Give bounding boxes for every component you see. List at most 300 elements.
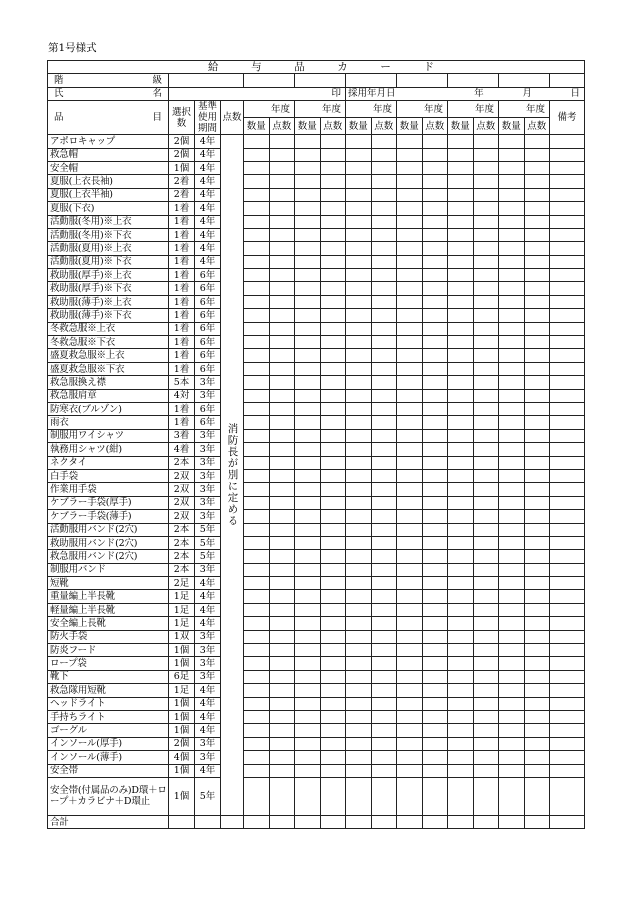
entry-cell[interactable] xyxy=(346,202,372,215)
entry-cell[interactable] xyxy=(422,269,448,282)
entry-cell[interactable] xyxy=(397,376,423,389)
entry-cell[interactable] xyxy=(499,737,525,750)
entry-cell[interactable] xyxy=(499,376,525,389)
entry-cell[interactable] xyxy=(320,751,346,764)
entry-cell[interactable] xyxy=(473,376,499,389)
entry-cell[interactable] xyxy=(422,469,448,482)
entry-cell[interactable] xyxy=(473,309,499,322)
entry-cell[interactable] xyxy=(448,376,474,389)
entry-cell[interactable] xyxy=(269,630,295,643)
entry-cell[interactable] xyxy=(397,710,423,723)
entry-cell[interactable] xyxy=(346,269,372,282)
entry-cell[interactable] xyxy=(422,670,448,683)
entry-cell[interactable] xyxy=(269,751,295,764)
entry-cell[interactable] xyxy=(473,188,499,201)
remarks-cell[interactable] xyxy=(550,550,585,563)
entry-cell[interactable] xyxy=(499,777,525,815)
entry-cell[interactable] xyxy=(371,215,397,228)
entry-cell[interactable] xyxy=(346,295,372,308)
entry-cell[interactable] xyxy=(346,737,372,750)
entry-cell[interactable] xyxy=(295,777,321,815)
entry-cell[interactable] xyxy=(269,724,295,737)
entry-cell[interactable] xyxy=(244,402,270,415)
entry-cell[interactable] xyxy=(320,416,346,429)
entry-cell[interactable] xyxy=(448,295,474,308)
entry-cell[interactable] xyxy=(422,510,448,523)
entry-cell[interactable] xyxy=(397,496,423,509)
entry-cell[interactable] xyxy=(473,751,499,764)
fiscal-year-header[interactable]: 年度 xyxy=(499,101,550,118)
entry-cell[interactable] xyxy=(295,697,321,710)
entry-cell[interactable] xyxy=(524,670,550,683)
entry-cell[interactable] xyxy=(422,295,448,308)
remarks-cell[interactable] xyxy=(550,362,585,375)
remarks-cell[interactable] xyxy=(550,416,585,429)
entry-cell[interactable] xyxy=(320,389,346,402)
entry-cell[interactable] xyxy=(473,416,499,429)
entry-cell[interactable] xyxy=(422,777,448,815)
rank-value[interactable] xyxy=(550,74,585,87)
entry-cell[interactable] xyxy=(422,215,448,228)
entry-cell[interactable] xyxy=(448,188,474,201)
entry-cell[interactable] xyxy=(244,416,270,429)
entry-cell[interactable] xyxy=(448,349,474,362)
entry-cell[interactable] xyxy=(269,135,295,148)
entry-cell[interactable] xyxy=(371,536,397,549)
entry-cell[interactable] xyxy=(346,376,372,389)
entry-cell[interactable] xyxy=(397,416,423,429)
entry-cell[interactable] xyxy=(422,255,448,268)
entry-cell[interactable] xyxy=(295,175,321,188)
entry-cell[interactable] xyxy=(524,590,550,603)
entry-cell[interactable] xyxy=(499,215,525,228)
entry-cell[interactable] xyxy=(524,255,550,268)
entry-cell[interactable] xyxy=(346,670,372,683)
entry-cell[interactable] xyxy=(244,228,270,241)
entry-cell[interactable] xyxy=(320,536,346,549)
entry-cell[interactable] xyxy=(371,322,397,335)
entry-cell[interactable] xyxy=(269,188,295,201)
entry-cell[interactable] xyxy=(320,523,346,536)
entry-cell[interactable] xyxy=(320,617,346,630)
entry-cell[interactable] xyxy=(448,429,474,442)
entry-cell[interactable] xyxy=(320,429,346,442)
entry-cell[interactable] xyxy=(499,523,525,536)
entry-cell[interactable] xyxy=(473,697,499,710)
entry-cell[interactable] xyxy=(524,443,550,456)
entry-cell[interactable] xyxy=(320,282,346,295)
entry-cell[interactable] xyxy=(244,202,270,215)
entry-cell[interactable] xyxy=(448,483,474,496)
entry-cell[interactable] xyxy=(346,751,372,764)
entry-cell[interactable] xyxy=(448,175,474,188)
entry-cell[interactable] xyxy=(371,590,397,603)
entry-cell[interactable] xyxy=(397,148,423,161)
entry-cell[interactable] xyxy=(422,242,448,255)
entry-cell[interactable] xyxy=(244,322,270,335)
entry-cell[interactable] xyxy=(320,269,346,282)
remarks-cell[interactable] xyxy=(550,135,585,148)
entry-cell[interactable] xyxy=(448,202,474,215)
entry-cell[interactable] xyxy=(371,657,397,670)
entry-cell[interactable] xyxy=(397,684,423,697)
entry-cell[interactable] xyxy=(371,496,397,509)
entry-cell[interactable] xyxy=(371,550,397,563)
entry-cell[interactable] xyxy=(473,255,499,268)
entry-cell[interactable] xyxy=(524,523,550,536)
entry-cell[interactable] xyxy=(320,242,346,255)
entry-cell[interactable] xyxy=(499,135,525,148)
entry-cell[interactable] xyxy=(422,202,448,215)
total-cell[interactable] xyxy=(524,815,550,828)
entry-cell[interactable] xyxy=(269,590,295,603)
entry-cell[interactable] xyxy=(524,349,550,362)
entry-cell[interactable] xyxy=(422,389,448,402)
entry-cell[interactable] xyxy=(397,309,423,322)
entry-cell[interactable] xyxy=(397,295,423,308)
entry-cell[interactable] xyxy=(524,336,550,349)
entry-cell[interactable] xyxy=(244,336,270,349)
entry-cell[interactable] xyxy=(473,737,499,750)
entry-cell[interactable] xyxy=(244,764,270,777)
entry-cell[interactable] xyxy=(295,456,321,469)
remarks-cell[interactable] xyxy=(550,202,585,215)
entry-cell[interactable] xyxy=(448,684,474,697)
entry-cell[interactable] xyxy=(524,269,550,282)
entry-cell[interactable] xyxy=(499,617,525,630)
entry-cell[interactable] xyxy=(295,228,321,241)
entry-cell[interactable] xyxy=(499,510,525,523)
remarks-cell[interactable] xyxy=(550,536,585,549)
entry-cell[interactable] xyxy=(269,282,295,295)
entry-cell[interactable] xyxy=(320,202,346,215)
entry-cell[interactable] xyxy=(473,563,499,576)
entry-cell[interactable] xyxy=(371,228,397,241)
entry-cell[interactable] xyxy=(397,175,423,188)
entry-cell[interactable] xyxy=(397,402,423,415)
entry-cell[interactable] xyxy=(295,349,321,362)
entry-cell[interactable] xyxy=(422,456,448,469)
entry-cell[interactable] xyxy=(295,188,321,201)
entry-cell[interactable] xyxy=(422,563,448,576)
total-cell[interactable] xyxy=(448,815,474,828)
entry-cell[interactable] xyxy=(320,336,346,349)
entry-cell[interactable] xyxy=(346,309,372,322)
entry-cell[interactable] xyxy=(244,710,270,723)
entry-cell[interactable] xyxy=(448,469,474,482)
entry-cell[interactable] xyxy=(295,362,321,375)
entry-cell[interactable] xyxy=(244,550,270,563)
entry-cell[interactable] xyxy=(473,710,499,723)
entry-cell[interactable] xyxy=(244,510,270,523)
entry-cell[interactable] xyxy=(320,148,346,161)
entry-cell[interactable] xyxy=(473,483,499,496)
remarks-cell[interactable] xyxy=(550,242,585,255)
entry-cell[interactable] xyxy=(269,737,295,750)
remarks-cell[interactable] xyxy=(550,228,585,241)
remarks-cell[interactable] xyxy=(550,603,585,616)
entry-cell[interactable] xyxy=(524,135,550,148)
remarks-cell[interactable] xyxy=(550,590,585,603)
entry-cell[interactable] xyxy=(371,161,397,174)
entry-cell[interactable] xyxy=(295,603,321,616)
entry-cell[interactable] xyxy=(448,751,474,764)
entry-cell[interactable] xyxy=(320,228,346,241)
entry-cell[interactable] xyxy=(524,402,550,415)
entry-cell[interactable] xyxy=(269,161,295,174)
entry-cell[interactable] xyxy=(320,215,346,228)
entry-cell[interactable] xyxy=(346,617,372,630)
entry-cell[interactable] xyxy=(295,536,321,549)
entry-cell[interactable] xyxy=(244,496,270,509)
entry-cell[interactable] xyxy=(371,188,397,201)
entry-cell[interactable] xyxy=(371,416,397,429)
remarks-cell[interactable] xyxy=(550,697,585,710)
entry-cell[interactable] xyxy=(422,523,448,536)
remarks-cell[interactable] xyxy=(550,670,585,683)
entry-cell[interactable] xyxy=(244,724,270,737)
entry-cell[interactable] xyxy=(397,188,423,201)
entry-cell[interactable] xyxy=(244,590,270,603)
entry-cell[interactable] xyxy=(524,697,550,710)
entry-cell[interactable] xyxy=(295,269,321,282)
entry-cell[interactable] xyxy=(244,269,270,282)
entry-cell[interactable] xyxy=(397,215,423,228)
rank-value[interactable] xyxy=(169,74,244,87)
remarks-cell[interactable] xyxy=(550,376,585,389)
entry-cell[interactable] xyxy=(422,161,448,174)
entry-cell[interactable] xyxy=(244,362,270,375)
entry-cell[interactable] xyxy=(295,510,321,523)
entry-cell[interactable] xyxy=(346,135,372,148)
entry-cell[interactable] xyxy=(320,777,346,815)
entry-cell[interactable] xyxy=(448,362,474,375)
entry-cell[interactable] xyxy=(295,148,321,161)
entry-cell[interactable] xyxy=(499,443,525,456)
entry-cell[interactable] xyxy=(524,577,550,590)
entry-cell[interactable] xyxy=(448,523,474,536)
entry-cell[interactable] xyxy=(397,242,423,255)
entry-cell[interactable] xyxy=(346,710,372,723)
entry-cell[interactable] xyxy=(397,737,423,750)
entry-cell[interactable] xyxy=(244,697,270,710)
entry-cell[interactable] xyxy=(499,496,525,509)
entry-cell[interactable] xyxy=(448,764,474,777)
entry-cell[interactable] xyxy=(448,269,474,282)
total-cell[interactable] xyxy=(221,815,244,828)
entry-cell[interactable] xyxy=(295,295,321,308)
entry-cell[interactable] xyxy=(473,322,499,335)
entry-cell[interactable] xyxy=(448,777,474,815)
entry-cell[interactable] xyxy=(397,336,423,349)
fiscal-year-header[interactable]: 年度 xyxy=(448,101,499,118)
entry-cell[interactable] xyxy=(371,724,397,737)
entry-cell[interactable] xyxy=(499,148,525,161)
entry-cell[interactable] xyxy=(295,202,321,215)
entry-cell[interactable] xyxy=(422,603,448,616)
entry-cell[interactable] xyxy=(524,202,550,215)
entry-cell[interactable] xyxy=(371,563,397,576)
entry-cell[interactable] xyxy=(422,402,448,415)
entry-cell[interactable] xyxy=(499,724,525,737)
entry-cell[interactable] xyxy=(371,603,397,616)
entry-cell[interactable] xyxy=(244,282,270,295)
total-cell[interactable] xyxy=(195,815,221,828)
entry-cell[interactable] xyxy=(499,416,525,429)
remarks-cell[interactable] xyxy=(550,188,585,201)
total-cell[interactable] xyxy=(550,815,585,828)
entry-cell[interactable] xyxy=(422,282,448,295)
entry-cell[interactable] xyxy=(397,456,423,469)
entry-cell[interactable] xyxy=(244,644,270,657)
entry-cell[interactable] xyxy=(320,376,346,389)
entry-cell[interactable] xyxy=(422,630,448,643)
entry-cell[interactable] xyxy=(422,751,448,764)
entry-cell[interactable] xyxy=(524,563,550,576)
entry-cell[interactable] xyxy=(473,202,499,215)
entry-cell[interactable] xyxy=(499,188,525,201)
remarks-cell[interactable] xyxy=(550,389,585,402)
fiscal-year-header[interactable]: 年度 xyxy=(295,101,346,118)
entry-cell[interactable] xyxy=(473,161,499,174)
entry-cell[interactable] xyxy=(499,309,525,322)
entry-cell[interactable] xyxy=(346,228,372,241)
remarks-cell[interactable] xyxy=(550,710,585,723)
entry-cell[interactable] xyxy=(244,563,270,576)
entry-cell[interactable] xyxy=(295,577,321,590)
entry-cell[interactable] xyxy=(397,577,423,590)
fiscal-year-header[interactable]: 年度 xyxy=(346,101,397,118)
entry-cell[interactable] xyxy=(448,242,474,255)
entry-cell[interactable] xyxy=(371,429,397,442)
entry-cell[interactable] xyxy=(473,496,499,509)
entry-cell[interactable] xyxy=(499,362,525,375)
remarks-cell[interactable] xyxy=(550,510,585,523)
entry-cell[interactable] xyxy=(269,657,295,670)
entry-cell[interactable] xyxy=(371,644,397,657)
entry-cell[interactable] xyxy=(269,228,295,241)
entry-cell[interactable] xyxy=(499,161,525,174)
fiscal-year-header[interactable]: 年度 xyxy=(397,101,448,118)
entry-cell[interactable] xyxy=(320,670,346,683)
entry-cell[interactable] xyxy=(320,577,346,590)
entry-cell[interactable] xyxy=(524,322,550,335)
remarks-cell[interactable] xyxy=(550,148,585,161)
entry-cell[interactable] xyxy=(244,148,270,161)
remarks-cell[interactable] xyxy=(550,630,585,643)
entry-cell[interactable] xyxy=(422,657,448,670)
entry-cell[interactable] xyxy=(346,336,372,349)
entry-cell[interactable] xyxy=(244,135,270,148)
entry-cell[interactable] xyxy=(473,536,499,549)
entry-cell[interactable] xyxy=(422,617,448,630)
entry-cell[interactable] xyxy=(524,510,550,523)
entry-cell[interactable] xyxy=(397,657,423,670)
entry-cell[interactable] xyxy=(295,483,321,496)
entry-cell[interactable] xyxy=(422,322,448,335)
entry-cell[interactable] xyxy=(346,175,372,188)
entry-cell[interactable] xyxy=(524,295,550,308)
entry-cell[interactable] xyxy=(422,175,448,188)
entry-cell[interactable] xyxy=(346,510,372,523)
entry-cell[interactable] xyxy=(371,751,397,764)
entry-cell[interactable] xyxy=(499,402,525,415)
entry-cell[interactable] xyxy=(295,644,321,657)
entry-cell[interactable] xyxy=(499,175,525,188)
entry-cell[interactable] xyxy=(295,751,321,764)
remarks-cell[interactable] xyxy=(550,336,585,349)
entry-cell[interactable] xyxy=(499,697,525,710)
entry-cell[interactable] xyxy=(346,443,372,456)
entry-cell[interactable] xyxy=(346,148,372,161)
entry-cell[interactable] xyxy=(320,175,346,188)
remarks-cell[interactable] xyxy=(550,563,585,576)
entry-cell[interactable] xyxy=(499,228,525,241)
remarks-cell[interactable] xyxy=(550,175,585,188)
entry-cell[interactable] xyxy=(346,684,372,697)
entry-cell[interactable] xyxy=(244,215,270,228)
entry-cell[interactable] xyxy=(371,737,397,750)
entry-cell[interactable] xyxy=(269,603,295,616)
entry-cell[interactable] xyxy=(244,523,270,536)
entry-cell[interactable] xyxy=(371,148,397,161)
entry-cell[interactable] xyxy=(371,523,397,536)
remarks-cell[interactable] xyxy=(550,402,585,415)
total-cell[interactable] xyxy=(397,815,423,828)
entry-cell[interactable] xyxy=(320,724,346,737)
entry-cell[interactable] xyxy=(397,590,423,603)
entry-cell[interactable] xyxy=(448,510,474,523)
entry-cell[interactable] xyxy=(473,295,499,308)
entry-cell[interactable] xyxy=(448,336,474,349)
entry-cell[interactable] xyxy=(473,135,499,148)
remarks-cell[interactable] xyxy=(550,657,585,670)
entry-cell[interactable] xyxy=(448,577,474,590)
entry-cell[interactable] xyxy=(346,590,372,603)
entry-cell[interactable] xyxy=(448,670,474,683)
entry-cell[interactable] xyxy=(346,402,372,415)
entry-cell[interactable] xyxy=(499,469,525,482)
entry-cell[interactable] xyxy=(448,644,474,657)
entry-cell[interactable] xyxy=(448,228,474,241)
entry-cell[interactable] xyxy=(295,684,321,697)
remarks-cell[interactable] xyxy=(550,161,585,174)
entry-cell[interactable] xyxy=(295,443,321,456)
entry-cell[interactable] xyxy=(346,496,372,509)
entry-cell[interactable] xyxy=(397,697,423,710)
entry-cell[interactable] xyxy=(397,630,423,643)
entry-cell[interactable] xyxy=(524,777,550,815)
entry-cell[interactable] xyxy=(473,630,499,643)
entry-cell[interactable] xyxy=(346,536,372,549)
entry-cell[interactable] xyxy=(422,336,448,349)
entry-cell[interactable] xyxy=(346,429,372,442)
entry-cell[interactable] xyxy=(473,577,499,590)
remarks-cell[interactable] xyxy=(550,777,585,815)
entry-cell[interactable] xyxy=(269,269,295,282)
entry-cell[interactable] xyxy=(346,630,372,643)
entry-cell[interactable] xyxy=(346,456,372,469)
entry-cell[interactable] xyxy=(244,188,270,201)
entry-cell[interactable] xyxy=(473,269,499,282)
remarks-cell[interactable] xyxy=(550,469,585,482)
entry-cell[interactable] xyxy=(244,175,270,188)
entry-cell[interactable] xyxy=(346,215,372,228)
entry-cell[interactable] xyxy=(371,255,397,268)
entry-cell[interactable] xyxy=(244,617,270,630)
entry-cell[interactable] xyxy=(269,496,295,509)
remarks-cell[interactable] xyxy=(550,577,585,590)
